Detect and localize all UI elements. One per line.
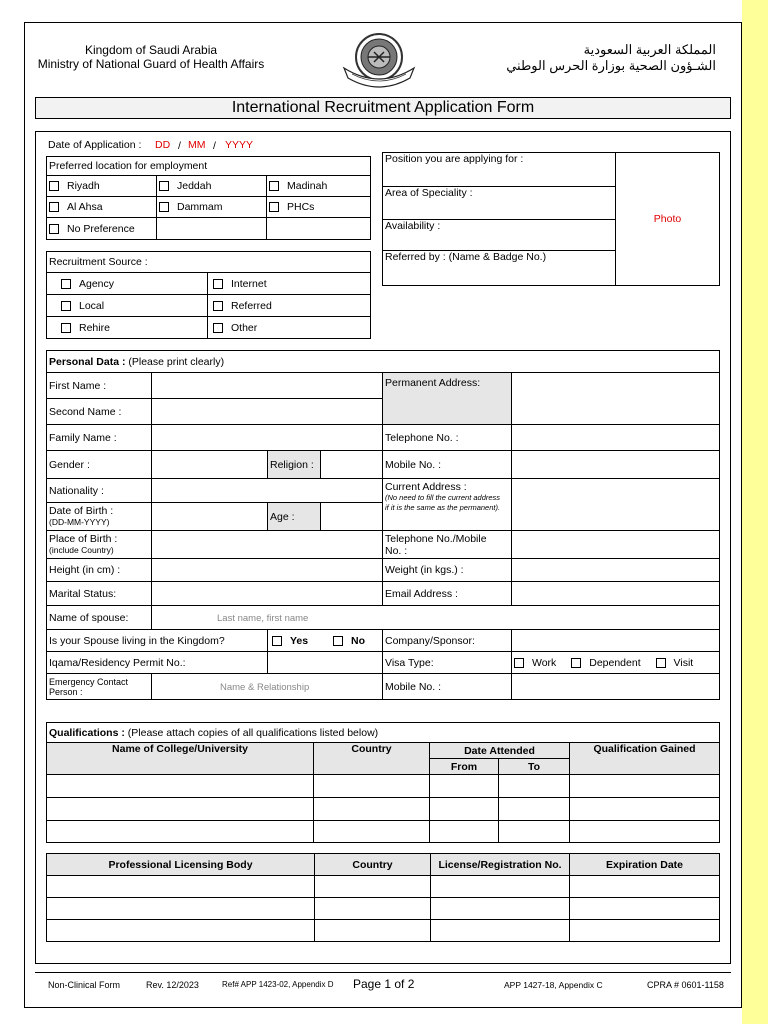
place-of-birth-input[interactable] bbox=[152, 531, 383, 559]
checkbox-icon[interactable] bbox=[49, 202, 59, 212]
empty-cell bbox=[267, 218, 371, 240]
date-sep-1: / bbox=[178, 140, 181, 152]
nationality-input[interactable] bbox=[152, 479, 383, 503]
emergency-contact-input[interactable]: Name & Relationship bbox=[152, 674, 383, 700]
footer-ref: Ref# APP 1423-02, Appendix D bbox=[222, 980, 334, 989]
referred-by-field[interactable]: Referred by : (Name & Badge No.) bbox=[383, 251, 616, 286]
family-name-input[interactable] bbox=[152, 425, 383, 451]
personal-data-heading: Personal Data : (Please print clearly) bbox=[47, 351, 720, 373]
location-option-no-preference[interactable]: No Preference bbox=[47, 218, 157, 240]
table-row bbox=[47, 775, 720, 798]
photo-box bbox=[616, 153, 720, 286]
checkbox-icon[interactable] bbox=[269, 181, 279, 191]
email-label: Email Address : bbox=[383, 582, 512, 606]
footer-form-type: Non-Clinical Form bbox=[48, 980, 121, 990]
col-college: Name of College/University bbox=[47, 743, 314, 775]
weight-label: Weight (in kgs.) : bbox=[383, 559, 512, 582]
spouse-in-kingdom-options: Yes No bbox=[268, 630, 383, 652]
second-name-input[interactable] bbox=[152, 399, 383, 425]
telephone-mobile-label: Telephone No./Mobile No. : bbox=[383, 531, 512, 559]
company-sponsor-label: Company/Sponsor: bbox=[383, 630, 512, 652]
visa-type-label: Visa Type: bbox=[383, 652, 512, 674]
checkbox-icon[interactable] bbox=[61, 279, 71, 289]
checkbox-icon[interactable] bbox=[61, 323, 71, 333]
telephone-label: Telephone No. : bbox=[383, 425, 512, 451]
telephone-input[interactable] bbox=[512, 425, 720, 451]
age-input[interactable] bbox=[321, 503, 383, 531]
second-name-label: Second Name : bbox=[47, 399, 152, 425]
col-license-no: License/Registration No. bbox=[431, 854, 570, 876]
yellow-margin-strip bbox=[742, 0, 768, 1024]
table-row bbox=[47, 876, 720, 898]
source-option-rehire[interactable]: Rehire bbox=[47, 317, 208, 339]
location-option-riyadh[interactable]: Riyadh bbox=[47, 176, 157, 197]
mobile-label: Mobile No. : bbox=[383, 451, 512, 479]
location-option-al-ahsa[interactable]: Al Ahsa bbox=[47, 197, 157, 218]
checkbox-icon[interactable] bbox=[213, 301, 223, 311]
position-applying-field[interactable]: Position you are applying for : bbox=[383, 153, 616, 187]
footer-cpra: CPRA # 0601-1158 bbox=[647, 980, 724, 990]
application-date-label: Date of Application : bbox=[48, 139, 142, 151]
ministry-emblem-logo bbox=[338, 30, 420, 92]
qualifications-heading: Qualifications : (Please attach copies of all qualifications listed below) bbox=[47, 723, 720, 743]
no-checkbox[interactable] bbox=[333, 636, 343, 646]
org-en-line1: Kingdom of Saudi Arabia bbox=[84, 43, 218, 57]
footer-revision: Rev. 12/2023 bbox=[146, 980, 199, 990]
col-qualification-gained: Qualification Gained bbox=[570, 743, 720, 775]
col-to: To bbox=[499, 759, 570, 775]
marital-status-input[interactable] bbox=[152, 582, 383, 606]
col-date-attended: Date Attended bbox=[430, 743, 570, 759]
org-name-arabic bbox=[470, 42, 716, 74]
checkbox-icon[interactable] bbox=[213, 323, 223, 333]
date-of-birth-label: Date of Birth : (DD-MM-YYYY) bbox=[47, 503, 152, 531]
date-day-field[interactable]: DD bbox=[155, 139, 171, 151]
org-name-english bbox=[28, 43, 274, 71]
col-country: Country bbox=[314, 743, 430, 775]
telephone-mobile-input[interactable] bbox=[512, 531, 720, 559]
emergency-contact-label: Emergency Contact Person : bbox=[47, 674, 152, 700]
source-option-agency[interactable]: Agency bbox=[47, 273, 208, 295]
date-of-birth-input[interactable] bbox=[152, 503, 268, 531]
page-footer bbox=[35, 972, 731, 995]
source-option-other[interactable]: Other bbox=[208, 317, 371, 339]
location-option-madinah[interactable]: Madinah bbox=[267, 176, 371, 197]
checkbox-icon[interactable] bbox=[269, 202, 279, 212]
visa-type-options: Work Dependent Visit bbox=[512, 652, 720, 674]
mobile2-label: Mobile No. : bbox=[383, 674, 512, 700]
org-en-line2: Ministry of National Guard of Health Affairs bbox=[37, 57, 265, 71]
mobile2-input[interactable] bbox=[512, 674, 720, 700]
religion-label: Religion : bbox=[268, 451, 321, 479]
recruitment-source-table bbox=[46, 251, 371, 339]
table-row bbox=[47, 821, 720, 843]
col-country: Country bbox=[315, 854, 431, 876]
col-expiration-date: Expiration Date bbox=[570, 854, 720, 876]
qualifications-table bbox=[46, 722, 720, 843]
position-table bbox=[382, 152, 720, 286]
form-title: International Recruitment Application Form bbox=[35, 97, 731, 119]
email-input[interactable] bbox=[512, 582, 720, 606]
family-name-label: Family Name : bbox=[47, 425, 152, 451]
spouse-name-label: Name of spouse: bbox=[47, 606, 152, 630]
weight-input[interactable] bbox=[512, 559, 720, 582]
footer-app-ref: APP 1427-18, Appendix C bbox=[504, 980, 603, 990]
checkbox-icon[interactable] bbox=[159, 202, 169, 212]
gender-input[interactable] bbox=[152, 451, 268, 479]
licensing-table bbox=[46, 853, 720, 942]
table-row bbox=[47, 898, 720, 920]
location-option-dammam[interactable]: Dammam bbox=[157, 197, 267, 218]
current-address-label: Current Address : (No need to fill the current address if it is the same as the permanent). bbox=[383, 479, 512, 531]
yes-checkbox[interactable] bbox=[272, 636, 282, 646]
visa-visit-checkbox[interactable] bbox=[656, 658, 666, 668]
location-option-jeddah[interactable]: Jeddah bbox=[157, 176, 267, 197]
first-name-input[interactable] bbox=[152, 373, 383, 399]
date-sep-2: / bbox=[213, 140, 216, 152]
first-name-label: First Name : bbox=[47, 373, 152, 399]
recruitment-source-label: Recruitment Source : bbox=[47, 252, 371, 273]
photo-label: Photo bbox=[653, 213, 682, 225]
religion-input[interactable] bbox=[321, 451, 383, 479]
age-label: Age : bbox=[268, 503, 321, 531]
preferred-location-label: Preferred location for employment bbox=[47, 157, 371, 176]
checkbox-icon[interactable] bbox=[159, 181, 169, 191]
place-of-birth-label: Place of Birth : (include Country) bbox=[47, 531, 152, 559]
visa-dependent-checkbox[interactable] bbox=[571, 658, 581, 668]
source-option-internet[interactable]: Internet bbox=[208, 273, 371, 295]
date-year-field[interactable]: YYYY bbox=[225, 139, 254, 151]
height-input[interactable] bbox=[152, 559, 383, 582]
spouse-in-kingdom-label: Is your Spouse living in the Kingdom? bbox=[47, 630, 268, 652]
col-licensing-body: Professional Licensing Body bbox=[47, 854, 315, 876]
date-month-field[interactable]: MM bbox=[188, 139, 206, 151]
checkbox-icon[interactable] bbox=[49, 181, 59, 191]
iqama-input[interactable] bbox=[268, 652, 383, 674]
preferred-location-table bbox=[46, 156, 371, 240]
col-from: From bbox=[430, 759, 499, 775]
source-option-local[interactable]: Local bbox=[47, 295, 208, 317]
location-option-phcs[interactable]: PHCs bbox=[267, 197, 371, 218]
visa-work-checkbox[interactable] bbox=[514, 658, 524, 668]
table-row bbox=[47, 798, 720, 821]
iqama-label: Iqama/Residency Permit No.: bbox=[47, 652, 268, 674]
footer-page-number: Page 1 of 2 bbox=[353, 977, 415, 991]
permanent-address-input[interactable] bbox=[512, 373, 720, 425]
company-sponsor-input[interactable] bbox=[512, 630, 720, 652]
org-ar-line2: الشـؤون الصحية بوزارة الحرس الوطني bbox=[506, 58, 716, 73]
spouse-name-input[interactable]: Last name, first name bbox=[152, 606, 720, 630]
personal-data-table bbox=[46, 350, 720, 700]
checkbox-icon[interactable] bbox=[213, 279, 223, 289]
marital-status-label: Marital Status: bbox=[47, 582, 152, 606]
permanent-address-label: Permanent Address: bbox=[383, 373, 512, 425]
checkbox-icon[interactable] bbox=[61, 301, 71, 311]
mobile-input[interactable] bbox=[512, 451, 720, 479]
org-ar-line1: المملكة العربية السعودية bbox=[583, 42, 716, 57]
table-row bbox=[47, 920, 720, 942]
empty-cell bbox=[157, 218, 267, 240]
gender-label: Gender : bbox=[47, 451, 152, 479]
speciality-field[interactable]: Area of Speciality : bbox=[383, 187, 616, 220]
nationality-label: Nationality : bbox=[47, 479, 152, 503]
current-address-input[interactable] bbox=[512, 479, 720, 531]
source-option-referred[interactable]: Referred bbox=[208, 295, 371, 317]
checkbox-icon[interactable] bbox=[49, 224, 59, 234]
availability-field[interactable]: Availability : bbox=[383, 220, 616, 251]
height-label: Height (in cm) : bbox=[47, 559, 152, 582]
